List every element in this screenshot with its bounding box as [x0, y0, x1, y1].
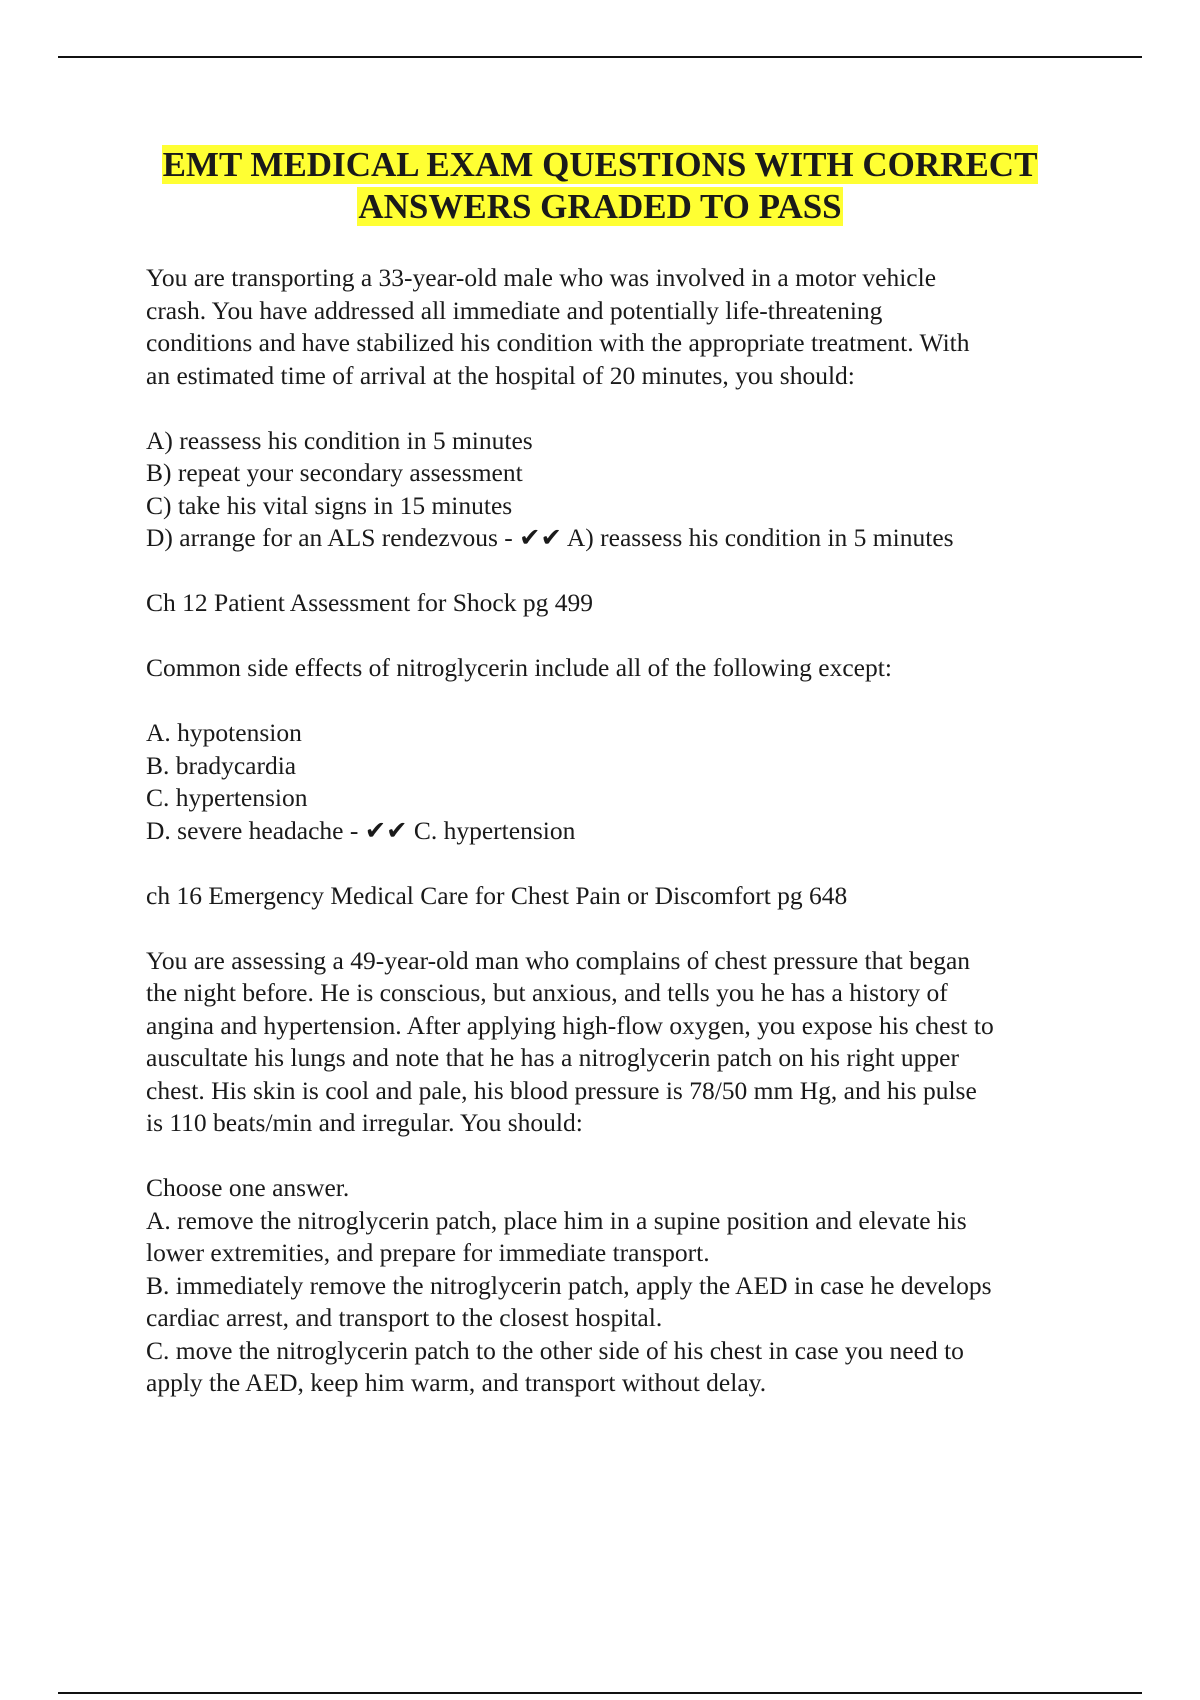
answer-option: A) reassess his condition in 5 minutes [146, 425, 533, 455]
question-2-options [146, 717, 1096, 847]
text-line: an estimated time of arrival at the hospital of 20 minutes, you should: [146, 360, 855, 390]
question-3-stem [146, 945, 1096, 1140]
title-line-2: ANSWERS GRADED TO PASS [358, 187, 842, 226]
document-body [146, 262, 1096, 1400]
answer-option-with-key: D) arrange for an ALS rendezvous - ✔✔ A) reassess his condition in 5 minutes [146, 523, 954, 552]
answer-option: A. remove the nitroglycerin patch, place him in a supine position and elevate his [146, 1205, 967, 1235]
answer-option: B. bradycardia [146, 750, 297, 780]
text-line: conditions and have stabilized his condition with the appropriate treatment. With [146, 328, 970, 357]
text-line: You are assessing a 49-year-old man who complains of chest pressure that began [146, 945, 971, 975]
title-line-1: EMT MEDICAL EXAM QUESTIONS WITH CORRECT [162, 145, 1038, 184]
question-2-stem [146, 652, 1096, 685]
reference-text: Ch 12 Patient Assessment for Shock pg 499 [146, 588, 593, 617]
answer-option: C) take his vital signs in 15 minutes [146, 490, 513, 520]
question-3-options [146, 1172, 1096, 1400]
text-line: is 110 beats/min and irregular. You should: [146, 1108, 583, 1137]
answer-option: C. hypertension [146, 783, 308, 812]
bottom-rule [58, 1692, 1142, 1694]
answer-option: B. immediately remove the nitroglycerin patch, apply the AED in case he develops [146, 1270, 992, 1300]
question-2-reference [146, 880, 1096, 913]
answer-option: C. move the nitroglycerin patch to the other side of his chest in case you need to [146, 1335, 964, 1365]
question-1-options [146, 425, 1096, 555]
answer-option-continued: cardiac arrest, and transport to the closest hospital. [146, 1303, 663, 1332]
question-1-reference [146, 587, 1096, 620]
text-line: chest. His skin is cool and pale, his blood pressure is 78/50 mm Hg, and his pulse [146, 1075, 977, 1105]
question-1-stem [146, 262, 1096, 392]
text-line: the night before. He is conscious, but anxious, and tells you he has a history of [146, 978, 948, 1007]
text-line: angina and hypertension. After applying high-flow oxygen, you expose his chest to [146, 1010, 994, 1040]
answer-option-with-key: D. severe headache - ✔✔ C. hypertension [146, 815, 576, 845]
instruction-text: Choose one answer. [146, 1173, 350, 1202]
answer-option-continued: lower extremities, and prepare for immediate transport. [146, 1238, 710, 1267]
text-line: Common side effects of nitroglycerin include all of the following except: [146, 653, 892, 682]
answer-option-continued: apply the AED, keep him warm, and transport without delay. [146, 1368, 767, 1397]
document-title [60, 144, 1140, 228]
top-rule [58, 56, 1142, 58]
text-line: auscultate his lungs and note that he has a nitroglycerin patch on his right upper [146, 1043, 959, 1072]
text-line: crash. You have addressed all immediate and potentially life-threatening [146, 295, 883, 325]
answer-option: B) repeat your secondary assessment [146, 458, 523, 487]
reference-text: ch 16 Emergency Medical Care for Chest Pain or Discomfort pg 648 [146, 880, 848, 910]
text-line: You are transporting a 33-year-old male who was involved in a motor vehicle [146, 263, 937, 292]
answer-option: A. hypotension [146, 718, 302, 747]
